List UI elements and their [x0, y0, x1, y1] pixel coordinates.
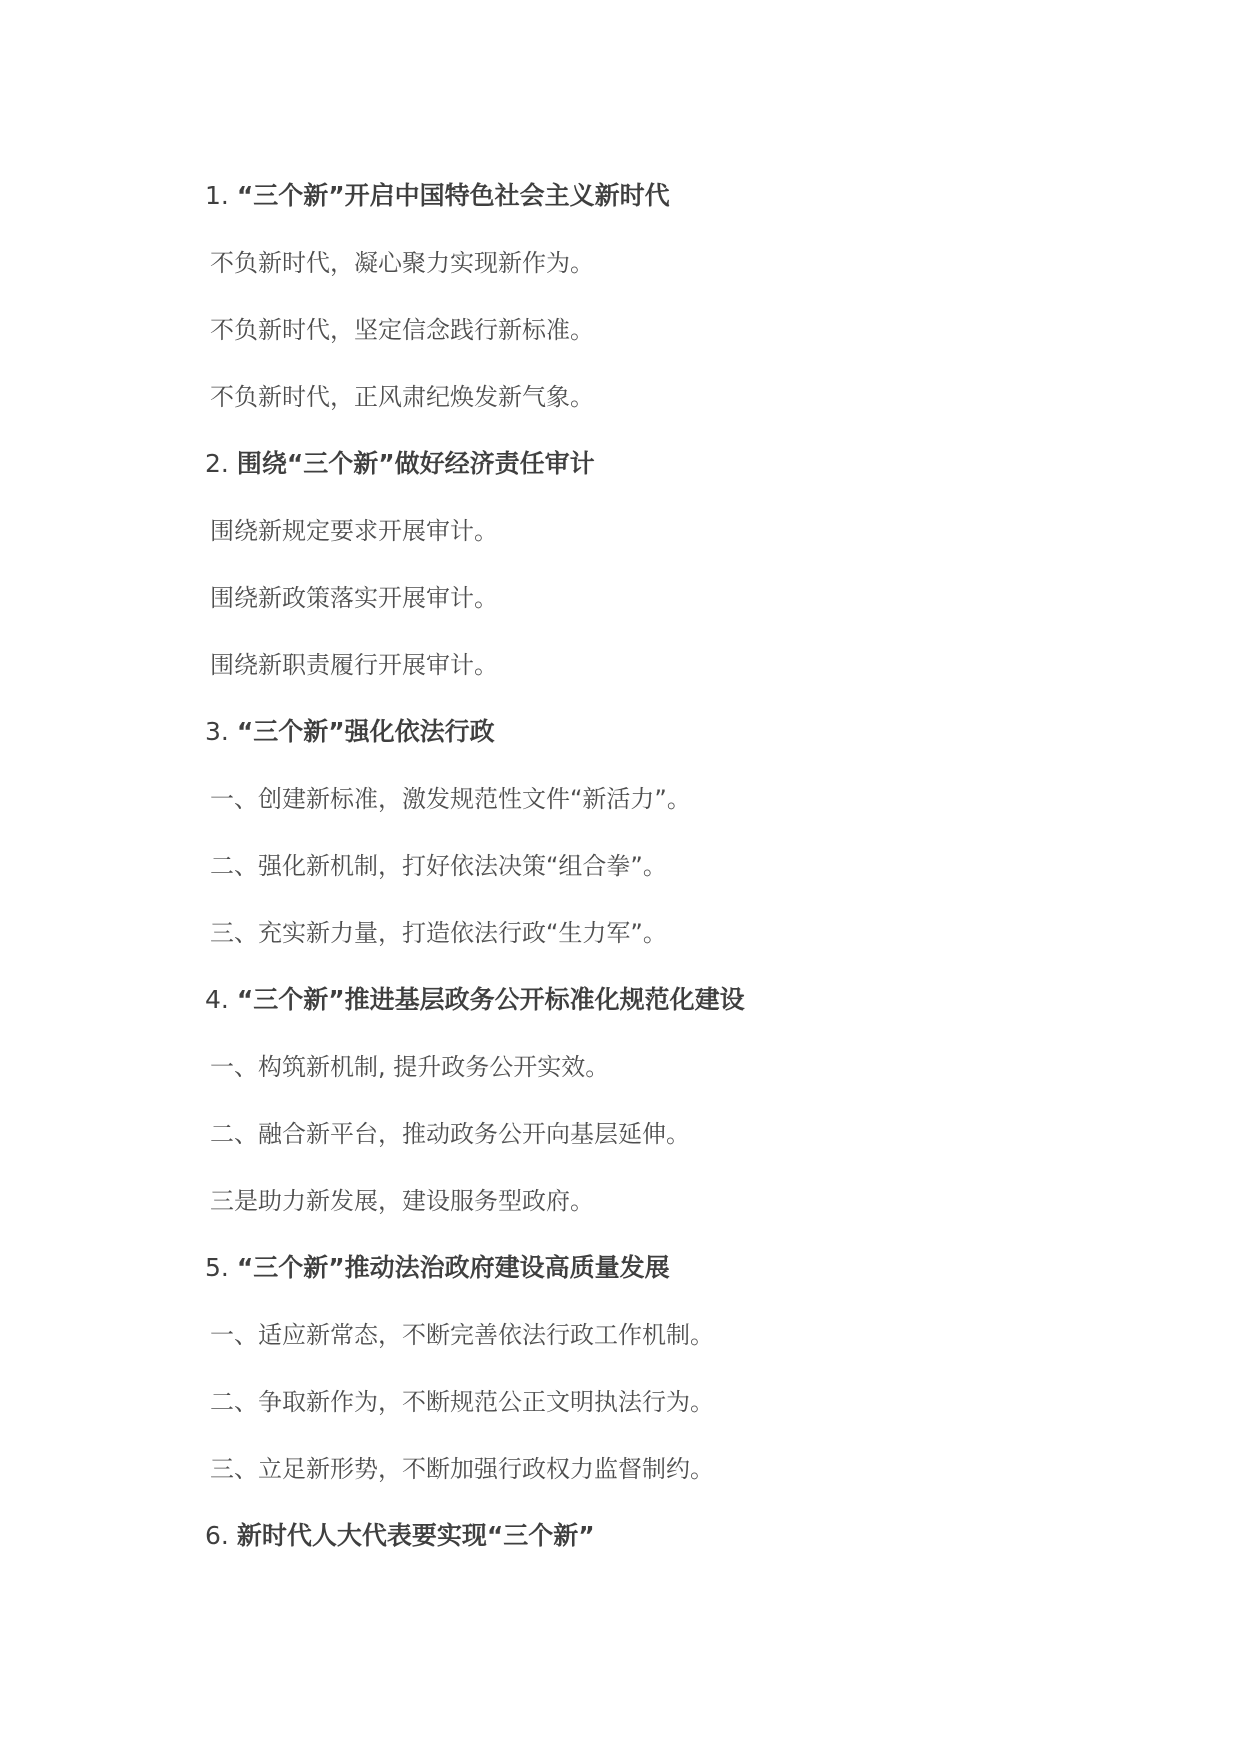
- section-title: 围绕“三个新”做好经济责任审计: [236, 449, 595, 478]
- section-number: 6.: [205, 1521, 229, 1550]
- section-heading-4: [205, 984, 745, 1016]
- section-heading-2: [205, 448, 595, 480]
- section-2-line-1: 围绕新规定要求开展审计。: [210, 517, 498, 545]
- section-5-line-3: 三、立足新形势，不断加强行政权力监督制约。: [210, 1455, 714, 1483]
- section-heading-3: [205, 716, 495, 748]
- section-title: “三个新”开启中国特色社会主义新时代: [236, 181, 670, 210]
- section-2-line-3: 围绕新职责履行开展审计。: [210, 651, 498, 679]
- section-3-line-1: 一、创建新标准，激发规范性文件“新活力”。: [210, 785, 691, 813]
- section-number: 5.: [205, 1253, 229, 1282]
- section-title: 新时代人大代表要实现“三个新”: [236, 1521, 595, 1550]
- section-1-line-1: 不负新时代，凝心聚力实现新作为。: [210, 249, 594, 277]
- section-heading-6: [205, 1520, 595, 1552]
- section-4-line-2: 二、融合新平台，推动政务公开向基层延伸。: [210, 1120, 690, 1148]
- section-number: 1.: [205, 181, 229, 210]
- section-5-line-2: 二、争取新作为，不断规范公正文明执法行为。: [210, 1388, 714, 1416]
- section-3-line-3: 三、充实新力量，打造依法行政“生力军”。: [210, 919, 667, 947]
- section-title: “三个新”推动法治政府建设高质量发展: [236, 1253, 670, 1282]
- section-5-line-1: 一、适应新常态，不断完善依法行政工作机制。: [210, 1321, 714, 1349]
- section-1-line-3: 不负新时代，正风肃纪焕发新气象。: [210, 383, 594, 411]
- section-2-line-2: 围绕新政策落实开展审计。: [210, 584, 498, 612]
- section-title: “三个新”推进基层政务公开标准化规范化建设: [236, 985, 745, 1014]
- section-4-line-3: 三是助力新发展，建设服务型政府。: [210, 1187, 594, 1215]
- section-number: 4.: [205, 985, 229, 1014]
- section-title: “三个新”强化依法行政: [236, 717, 495, 746]
- section-heading-5: [205, 1252, 670, 1284]
- section-1-line-2: 不负新时代，坚定信念践行新标准。: [210, 316, 594, 344]
- section-number: 3.: [205, 717, 229, 746]
- section-number: 2.: [205, 449, 229, 478]
- section-3-line-2: 二、强化新机制，打好依法决策“组合拳”。: [210, 852, 667, 880]
- section-heading-1: [205, 180, 670, 212]
- section-4-line-1: 一、构筑新机制, 提升政务公开实效。: [210, 1053, 610, 1081]
